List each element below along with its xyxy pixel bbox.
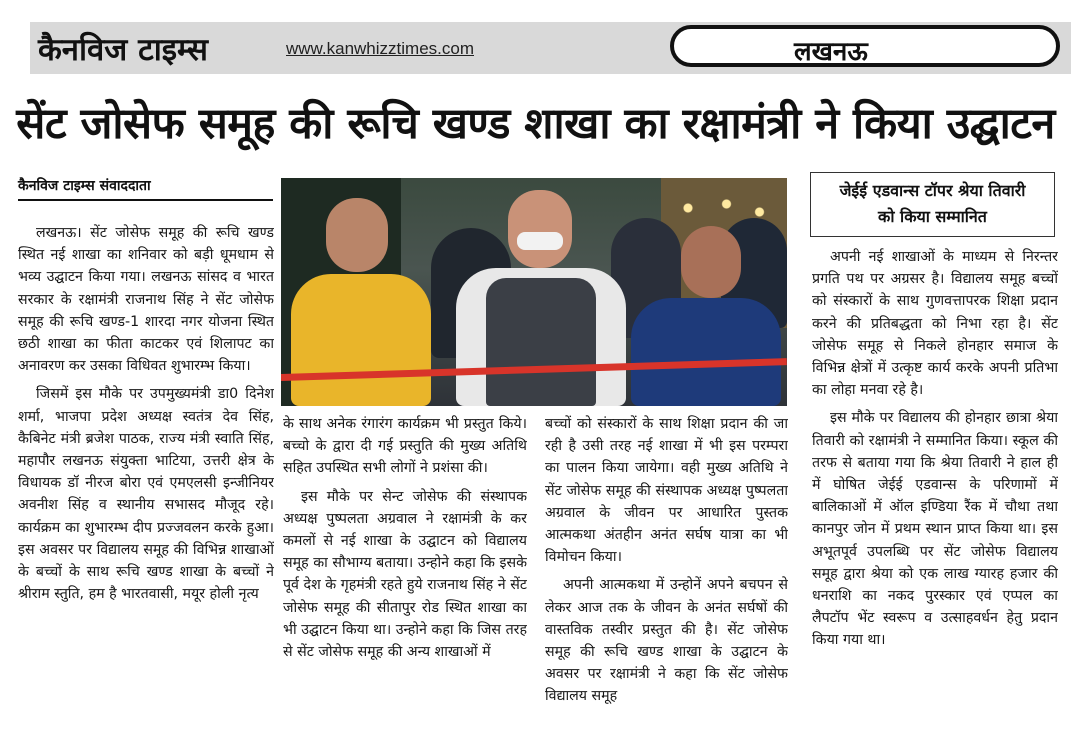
masthead	[30, 22, 1071, 74]
person-head	[681, 226, 741, 298]
website-link[interactable]: www.kanwhizztimes.com	[286, 39, 474, 58]
person-head	[508, 190, 572, 268]
person-figure	[631, 298, 781, 406]
paragraph: जिसमें इस मौके पर उपमुख्यमंत्री डा0 दिनेश शर्मा, भाजपा प्रदेश अध्यक्ष स्वतंत्र देव सिंह, कैबिनेट मंत्री ब्रजेश पाठक, राज्य मंत्री स्वाति सिंह, महापौर लखनऊ संयुक्ता भाटिया, उत्तरी क्षेत्र के विधायक डॉ नीरज बोरा एवं एमएलसी इन्जीनियर अवनीश सिंह व स्थानीय सभासद मौजूद रहे। कार्यक्रम का शुभारम्भ दीप प्रज्जवलन करके हुआ। इस अवसर पर विद्यालय समूह की विभिन्न शाखाओं के बच्चों के साथ रूचि खण्ड शाखा के बच्चों ने श्रीराम स्तुति, हम है भारतवासी, मयूर होली नृत्य	[18, 386, 274, 603]
sub-headline-box	[810, 172, 1055, 237]
article-column-2	[283, 413, 527, 723]
sub-headline-line: जेईई एडवान्स टॉपर श्रेया तिवारी	[839, 181, 1026, 200]
person-vest	[486, 278, 596, 406]
face-mask	[517, 232, 563, 250]
paragraph: इस मौके पर सेन्ट जोसेफ की संस्थापक अध्यक्ष पुष्पलता अग्रवाल ने रक्षामंत्री के कर कमलों से नई शाखा के उद्घाटन को विद्यालय समूह का सौभाग्य बताया। उन्होने कहा कि इसके पूर्व देश के गृहमंत्री रहते हुये राजनाथ सिंह ने सेंट जोसेफ समूह की सीतापुर रोड स्थित शाखा का भी उद्घाटन किया था। उन्होने कहा कि जिस तरह से सेंट जोसेफ समूह की अन्य शाखाओं में	[283, 488, 527, 661]
article-headline: सेंट जोसेफ समूह की रूचि खण्ड शाखा का रक्षामंत्री ने किया उद्घाटन	[16, 99, 1055, 149]
sub-headline-line: को किया सम्मानित	[878, 207, 987, 226]
person-figure	[291, 274, 431, 406]
byline: कैनविज टाइम्स संवाददाता	[18, 176, 273, 201]
article-column-3	[545, 413, 788, 723]
article-column-1	[18, 222, 274, 722]
city-label: लखनऊ	[794, 37, 868, 67]
top-margin	[0, 0, 1071, 22]
paragraph: बच्चों को संस्कारों के साथ शिक्षा प्रदान की जा रही है उसी तरह नई शाखा में भी इस परम्परा का पालन किया जायेगा। वही मुख्य अतिथि ने सेंट जोसेफ समूह की संस्थापक अध्यक्ष पुष्पलता अग्रवाल के जीवन पर आधारित पुस्तक आत्मकथा अंतहीन अनंत सर्घष यात्रा का भी विमोचन किया।	[545, 416, 788, 566]
article-column-4	[812, 246, 1058, 723]
person-head	[326, 198, 388, 272]
paragraph: अपनी आत्मकथा में उन्होनें अपने बचपन से लेकर आज तक के जीवन के अनंत सर्घषों की वास्तविक तस्वीर प्रस्तुत की है। सेंट जोसेफ समूह की रूचि खण्ड शाखा के उद्घाटन के अवसर पर रक्षामंत्री ने कहा कि सेंट जोसेफ विद्यालय समूह	[545, 577, 788, 705]
paragraph: इस मौके पर विद्यालय की होनहार छात्रा श्रेया तिवारी को रक्षामंत्री ने सम्मानित किया। स्कूल की तरफ से बताया गया कि श्रेया तिवारी ने हाल ही में घोषित जेईई एडवान्स के परिणामों में बालिकाओं में ऑल इण्डिया रैंक में चौथा तथा कानपुर जोन में प्रथम स्थान प्राप्त किया था। इस अभूतपूर्व उपलब्धि पर सेंट जोसेफ विद्यालय समूह द्वारा श्रेया को एक लाख ग्यारह हजार की धनराशि का नकद पुरस्कार एवं एप्पल का लैपटॉप भेंट स्वरूप व उत्साहवर्धन हेतु प्रदान किया गया था।	[812, 410, 1058, 649]
city-pill	[670, 25, 1060, 67]
paragraph: अपनी नई शाखाओं के माध्यम से निरन्तर प्रगति पथ पर अग्रसर है। विद्यालय समूह बच्चों को संस्कारों के साथ गुणवत्तापरक शिक्षा प्रदान करने की प्रतिबद्धता को निभा रहा है। सेंट जोसेफ समूह से निकले होनहार समाज के विभिन्न क्षेत्रों में उत्कृष्ट कार्य करके अपनी प्रतिभा का लोहा मनवा रहे है।	[812, 249, 1058, 399]
ribbon-cutting-photo	[281, 178, 787, 406]
newspaper-logo: कैनविज टाइम्स	[38, 32, 208, 68]
paragraph: के साथ अनेक रंगारंग कार्यक्रम भी प्रस्तुत किये। बच्चो के द्वारा दी गई प्रस्तुति की मुख्य अतिथि सहित उपस्थित सभी लोगों ने प्रशंसा की।	[283, 416, 527, 477]
paragraph: लखनऊ। सेंट जोसेफ समूह की रूचि खण्ड स्थित नई शाखा का शनिवार को बड़ी धूमधाम से भव्य उद्घाटन किया गया। लखनऊ सांसद व भारत सरकार के रक्षामंत्री राजनाथ सिंह ने सेंट जोसेफ समूह की रूचि खण्ड-1 शारदा नगर योजना स्थित छठी शाखा का फीता काटकर एवं शिलापट का अनावरण कर उसका विधिवत शुभारम्भ किया।	[18, 225, 274, 375]
